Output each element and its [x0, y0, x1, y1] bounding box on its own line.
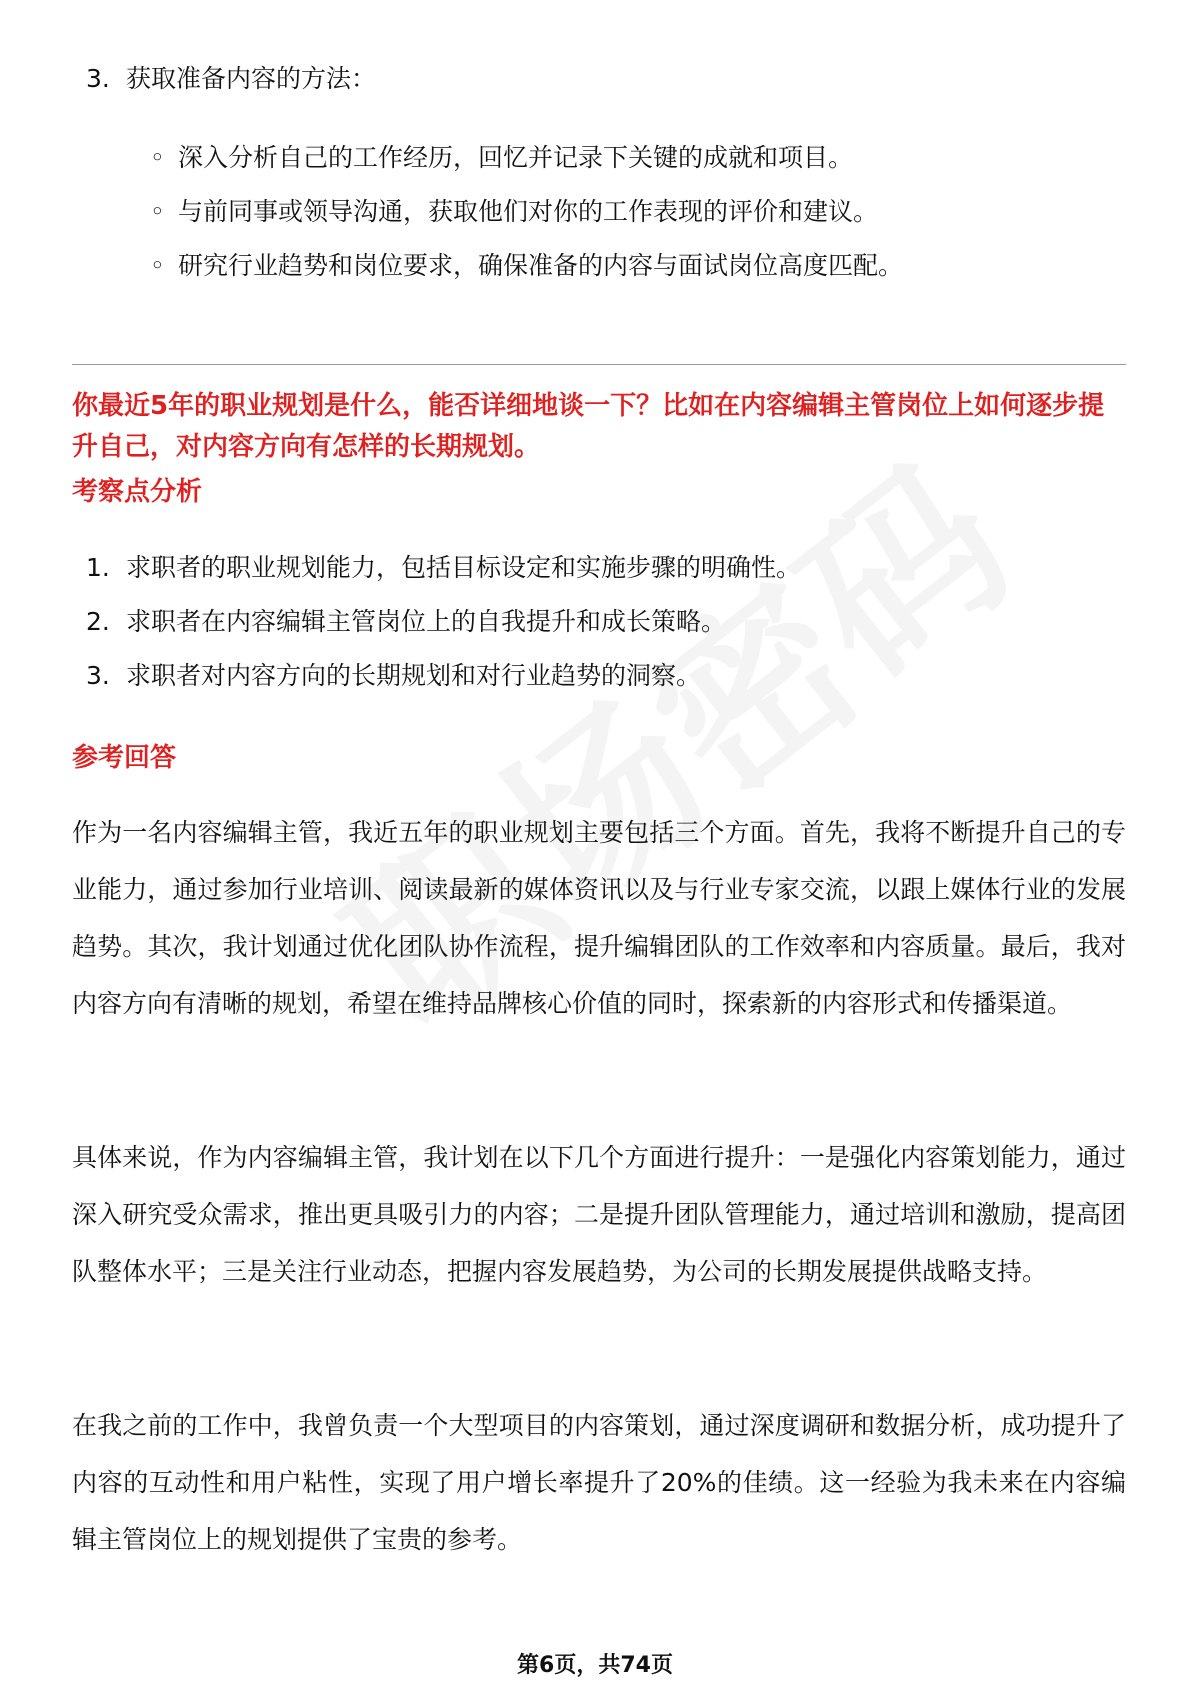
page-number: 第6页，共74页	[517, 1653, 673, 1678]
list-text: 求职者对内容方向的长期规划和对行业趋势的洞察。	[126, 661, 702, 690]
method-bullet-2	[150, 195, 878, 229]
analysis-item-3	[86, 659, 701, 693]
method-bullet-3	[150, 249, 903, 283]
divider	[72, 364, 1126, 365]
bullet-text: 与前同事或领导沟通，获取他们对你的工作表现的评价和建议。	[178, 197, 879, 226]
list-number: 3.	[86, 661, 110, 690]
list-number: 2.	[86, 607, 110, 636]
analysis-item-1	[86, 551, 801, 585]
answer-paragraph-3: 在我之前的工作中，我曾负责一个大型项目的内容策划，通过深度调研和数据分析，成功提升了内容的互动性和用户粘性，实现了用户增长率提升了20%的佳绩。这一经验为我未来在内容编辑主管岗位上的规划提供了宝贵的参考。	[72, 1411, 1126, 1554]
bullet-icon: ◦	[150, 251, 165, 280]
bullet-icon: ◦	[150, 143, 165, 172]
list-text: 求职者的职业规划能力，包括目标设定和实施步骤的明确性。	[126, 553, 802, 582]
list-number: 1.	[86, 553, 110, 582]
bullet-icon: ◦	[150, 197, 165, 226]
list-number: 3.	[86, 64, 110, 93]
answer-title: 参考回答	[72, 743, 177, 773]
bullet-text: 深入分析自己的工作经历，回忆并记录下关键的成就和项目。	[178, 143, 854, 172]
answer-paragraph-1: 作为一名内容编辑主管，我近五年的职业规划主要包括三个方面。首先，我将不断提升自己的专业能力，通过参加行业培训、阅读最新的媒体资讯以及与行业专家交流，以跟上媒体行业的发展趋势。其次，我计划通过优化团队协作流程，提升编辑团队的工作效率和内容质量。最后，我对内容方向有清晰的规划，希望在维持品牌核心价值的同时，探索新的内容形式和传播渠道。	[72, 818, 1126, 1018]
bullet-text: 研究行业趋势和岗位要求，确保准备的内容与面试岗位高度匹配。	[178, 251, 904, 280]
method-list-item	[86, 62, 376, 96]
method-bullet-1	[150, 141, 853, 175]
analysis-item-2	[86, 605, 726, 639]
analysis-title: 考察点分析	[72, 477, 203, 507]
answer-paragraph-2: 具体来说，作为内容编辑主管，我计划在以下几个方面进行提升：一是强化内容策划能力，通过深入研究受众需求，推出更具吸引力的内容；二是提升团队管理能力，通过培训和激励，提高团队整体水平；三是关注行业动态，把握内容发展趋势，为公司的长期发展提供战略支持。	[72, 1143, 1126, 1286]
list-text: 获取准备内容的方法：	[126, 64, 377, 93]
list-text: 求职者在内容编辑主管岗位上的自我提升和成长策略。	[126, 607, 727, 636]
interview-question: 你最近5年的职业规划是什么，能否详细地谈一下？比如在内容编辑主管岗位上如何逐步提升自己，对内容方向有怎样的长期规划。	[72, 391, 1105, 462]
